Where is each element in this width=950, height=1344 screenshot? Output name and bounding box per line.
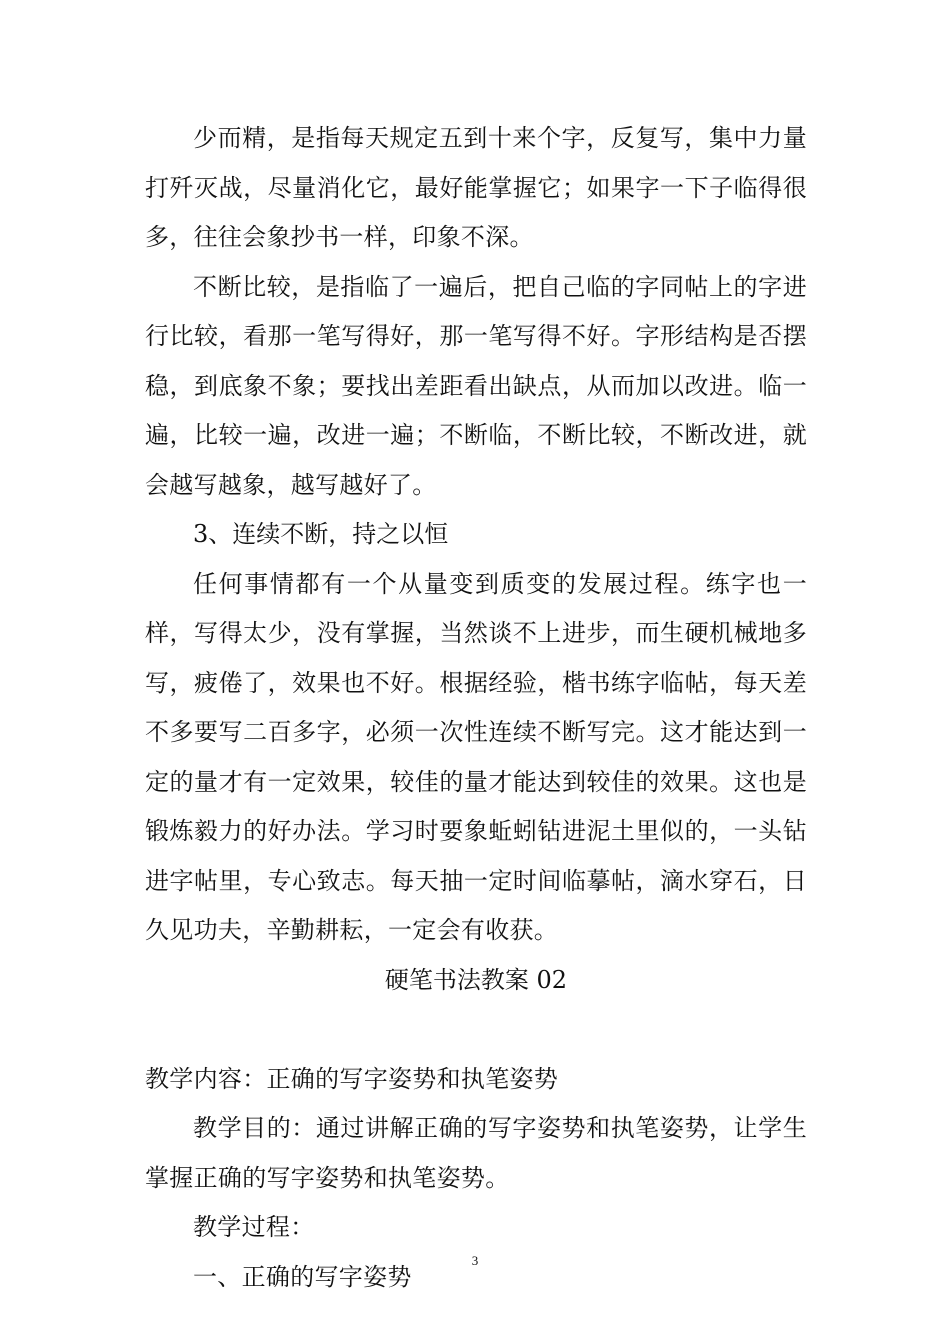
lesson-title: 硬笔书法教案 02 bbox=[384, 965, 568, 994]
section-heading-persistence: 3、连续不断，持之以恒 bbox=[193, 520, 449, 548]
blank-line bbox=[145, 1005, 807, 1055]
paragraph-constant-comparison: 不断比较，是指临了一遍后，把自己临的字同帖上的字进行比较，看那一笔写得好，那一笔写得不好。字形结构是否摆稳，到底象不象；要找出差距看出缺点，从而加以改进。临一遍，比较一遍，改进一遍；不断临，不断比较，不断改进，就会越写越象，越写越好了。 bbox=[145, 272, 807, 499]
document-body bbox=[145, 114, 807, 1302]
section-one-heading: 一、正确的写字姿势 bbox=[193, 1262, 412, 1291]
teaching-content: 教学内容：正确的写字姿势和执笔姿势 bbox=[145, 1064, 559, 1093]
paragraph-less-but-refined: 少而精，是指每天规定五到十来个字，反复写，集中力量打歼灭战，尽量消化它，最好能掌握它；如果字一下子临得很多，往往会象抄书一样，印象不深。 bbox=[145, 124, 807, 251]
teaching-goal: 教学目的：通过讲解正确的写字姿势和执笔姿势，让学生掌握正确的写字姿势和执笔姿势。 bbox=[145, 1114, 807, 1192]
teaching-process: 教学过程： bbox=[193, 1213, 315, 1241]
paragraph-quantity-to-quality: 任何事情都有一个从量变到质变的发展过程。练字也一样，写得太少，没有掌握，当然谈不上进步，而生硬机械地多写，疲倦了，效果也不好。根据经验，楷书练字临帖，每天差不多要写二百多字，必须一次性连续不断写完。这才能达到一定的量才有一定效果，较佳的量才能达到较佳的效果。这也是锻炼毅力的好办法。学习时要象蚯蚓钻进泥土里似的，一头钻进字帖里，专心致志。每天抽一定时间临摹帖，滴水穿石，日久见功夫，辛勤耕耘，一定会有收获。 bbox=[145, 569, 807, 944]
page-number: 3 bbox=[471, 1253, 479, 1268]
